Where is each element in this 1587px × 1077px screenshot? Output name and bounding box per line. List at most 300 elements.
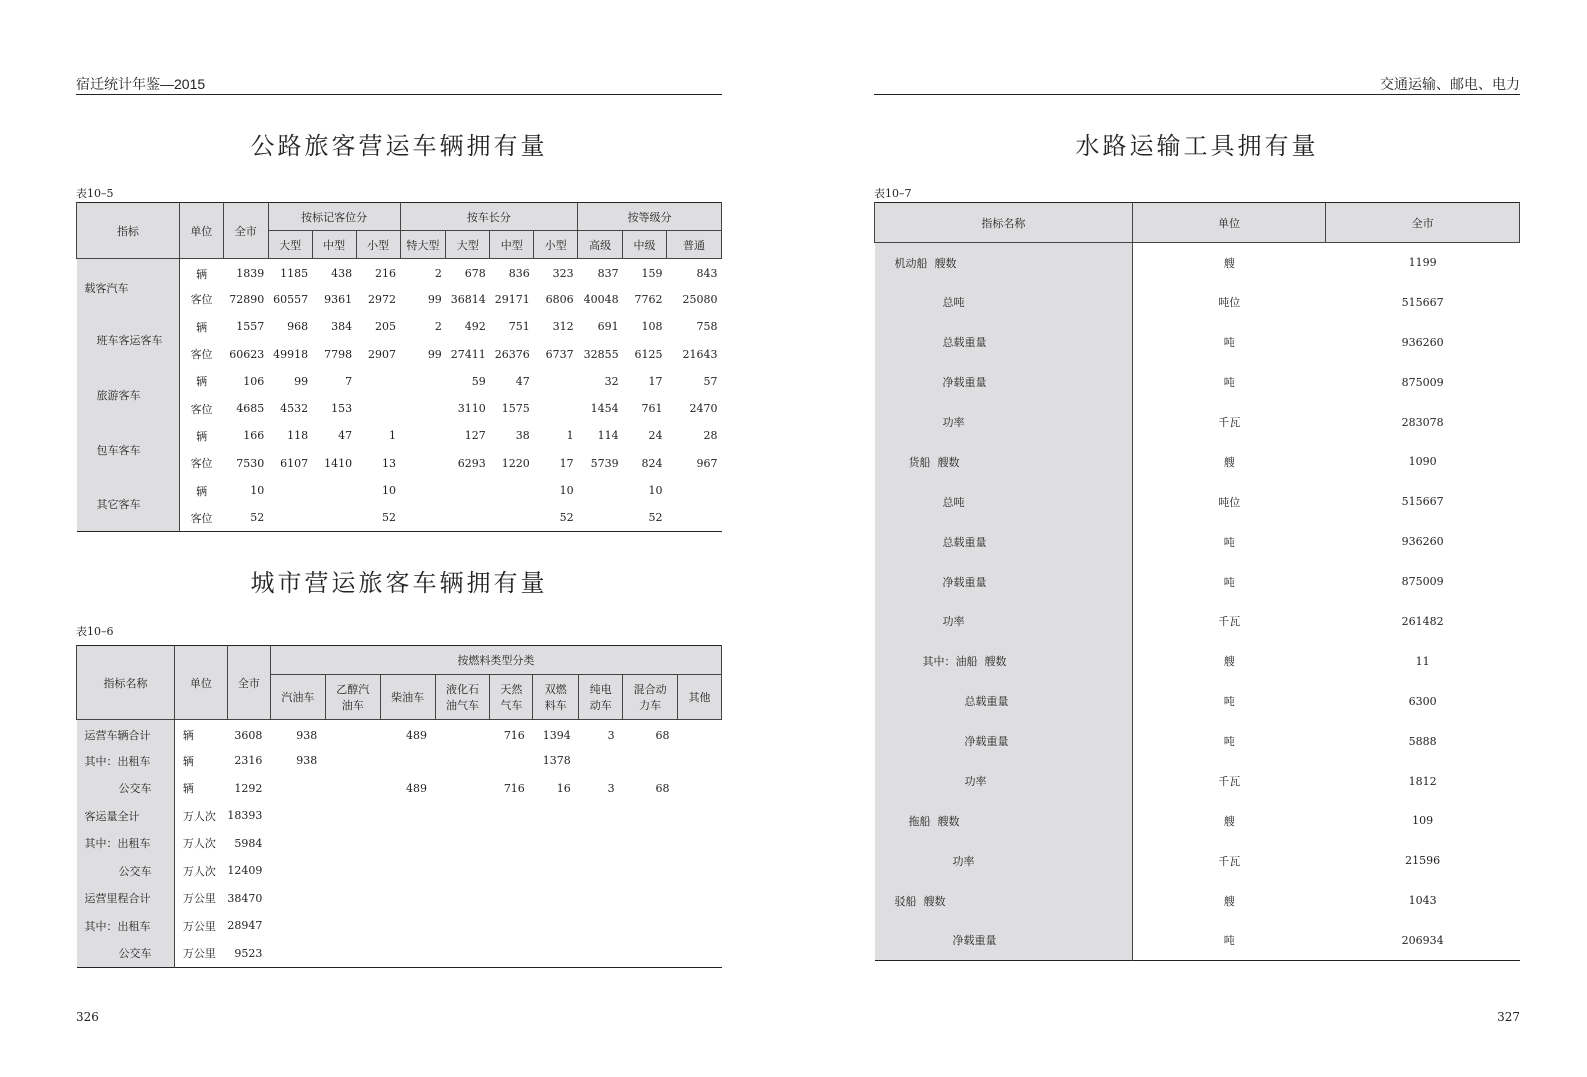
data-cell: 678 [464, 267, 486, 281]
value-cell: 515667 [1401, 495, 1444, 509]
data-cell: 108 [641, 320, 663, 334]
data-cell: 26376 [494, 347, 530, 361]
value-cell: 21596 [1405, 854, 1441, 868]
table-row [77, 775, 722, 803]
data-cell: 72890 [229, 292, 265, 306]
data-cell [270, 940, 325, 968]
data-cell [490, 940, 533, 968]
data-cell [325, 912, 380, 940]
table3-title: 水路运输工具拥有量 [1075, 132, 1319, 160]
row-label: 净载重量 [875, 921, 1133, 961]
data-cell: 52 [559, 511, 574, 525]
row-label: 其中：油船 艘数 [875, 641, 1133, 681]
data-cell: 16 [556, 781, 571, 795]
unit-cell: 吨 [1223, 735, 1235, 749]
value-cell: 261482 [1401, 614, 1444, 628]
table-row [875, 562, 1520, 602]
row-label: 总载重量 [875, 322, 1133, 362]
value-cell: 11 [1415, 654, 1430, 668]
row-label: 其中：出租车 [77, 747, 175, 775]
data-cell: 5739 [590, 456, 619, 470]
value-cell: 1812 [1408, 774, 1437, 788]
data-cell [380, 802, 435, 830]
data-cell [270, 830, 325, 858]
data-cell [400, 450, 446, 477]
header-group-fuel: 按燃料类型分类 [270, 646, 721, 675]
data-cell [678, 940, 722, 968]
unit-cell: 艘 [1223, 455, 1235, 469]
subheader-cell [623, 675, 678, 720]
row-label: 公交车 [77, 940, 175, 968]
data-cell [678, 747, 722, 775]
data-cell: 10 [559, 484, 574, 498]
table2-title: 城市营运旅客车辆拥有量 [250, 569, 548, 597]
data-cell [400, 395, 446, 422]
value-cell: 6300 [1408, 694, 1437, 708]
data-cell [380, 857, 435, 885]
data-cell [533, 830, 579, 858]
data-cell: 13 [382, 456, 396, 470]
table-row [77, 940, 722, 968]
table3-number: 表10–7 [874, 187, 912, 200]
data-cell [325, 830, 380, 858]
data-cell: 60623 [229, 347, 265, 361]
unit-cell: 辆 [196, 267, 208, 281]
unit-cell: 艘 [1223, 894, 1235, 908]
row-label: 其它客车 [77, 477, 180, 532]
table-row [875, 282, 1520, 322]
subheader-line: 乙醇汽 [336, 683, 370, 696]
header-total: 全市 [223, 203, 268, 259]
subheader-cell: 大型 [268, 231, 312, 259]
data-cell [268, 504, 312, 531]
data-cell: 6737 [545, 347, 574, 361]
data-cell: 7762 [634, 292, 663, 306]
table-row [875, 681, 1520, 721]
row-label: 总载重量 [875, 522, 1133, 562]
header-unit: 单位 [179, 203, 223, 259]
data-cell [490, 830, 533, 858]
data-cell: 1839 [236, 267, 265, 281]
data-cell: 4532 [280, 402, 309, 416]
table-row [875, 322, 1520, 362]
header-total: 全市 [227, 646, 270, 720]
data-cell [490, 747, 533, 775]
data-cell [533, 940, 579, 968]
data-cell: 2907 [368, 347, 396, 361]
data-cell [435, 775, 490, 803]
unit-cell: 客位 [190, 293, 213, 307]
data-cell: 4685 [236, 402, 265, 416]
data-cell [400, 477, 446, 504]
subheader-line: 其他 [688, 691, 711, 704]
data-cell [400, 368, 446, 395]
data-cell: 751 [508, 320, 530, 334]
table-row [77, 259, 722, 286]
data-cell: 3 [607, 728, 615, 742]
data-cell: 843 [696, 267, 718, 281]
subheader-cell [533, 675, 579, 720]
page-number-left: 326 [76, 1010, 99, 1024]
data-cell [490, 504, 534, 531]
subheader-line: 双燃 [544, 683, 567, 696]
data-cell [533, 912, 579, 940]
data-cell: 489 [406, 781, 428, 795]
data-cell: 52 [382, 511, 396, 525]
unit-cell: 吨 [1223, 575, 1235, 589]
unit-cell: 辆 [182, 782, 194, 796]
unit-cell: 吨 [1223, 695, 1235, 709]
data-cell: 9523 [234, 946, 263, 960]
data-cell [400, 504, 446, 531]
data-cell: 1292 [234, 781, 263, 795]
subheader-cell: 小型 [534, 231, 578, 259]
data-cell [579, 802, 623, 830]
data-cell [270, 885, 325, 913]
data-cell [435, 885, 490, 913]
subheader-line: 力车 [639, 699, 662, 712]
unit-cell: 万公里 [182, 892, 216, 906]
data-cell [533, 885, 579, 913]
data-cell [490, 802, 533, 830]
subheader-cell: 小型 [356, 231, 400, 259]
unit-cell: 吨位 [1218, 495, 1241, 509]
data-cell: 47 [338, 429, 353, 443]
data-cell: 438 [331, 267, 353, 281]
header-rule [874, 94, 1520, 95]
header-unit: 单位 [1132, 203, 1326, 243]
subheader-cell: 中型 [312, 231, 356, 259]
data-cell [490, 912, 533, 940]
data-cell: 216 [375, 267, 396, 281]
subheader-cell [325, 675, 380, 720]
value-cell: 1043 [1408, 894, 1437, 908]
subheader-line: 柴油车 [391, 691, 425, 704]
unit-cell: 万公里 [182, 947, 216, 960]
data-cell: 99 [294, 374, 309, 388]
data-cell: 7 [345, 374, 353, 388]
data-cell [678, 802, 722, 830]
table1-number: 表10–5 [76, 187, 114, 200]
subheader-line: 气车 [500, 699, 523, 712]
subheader-cell [678, 675, 722, 720]
unit-cell: 吨 [1223, 934, 1235, 948]
table-row [875, 841, 1520, 881]
data-cell [579, 857, 623, 885]
data-cell [667, 504, 722, 531]
data-cell: 2 [434, 320, 442, 334]
data-cell: 2316 [234, 754, 263, 768]
data-cell: 159 [641, 267, 663, 281]
data-cell [380, 940, 435, 968]
value-cell: 936260 [1401, 535, 1444, 549]
header-group-length: 按车长分 [400, 203, 578, 231]
data-cell [578, 504, 623, 531]
table-row [77, 857, 722, 885]
data-cell [623, 802, 678, 830]
subheader-cell [490, 675, 533, 720]
data-cell: 25080 [682, 292, 718, 306]
header-indicator-name: 指标名称 [875, 203, 1133, 243]
data-cell [356, 368, 400, 395]
data-cell: 492 [464, 320, 486, 334]
data-cell [435, 857, 490, 885]
unit-cell: 艘 [1223, 256, 1235, 270]
data-cell [325, 802, 380, 830]
header-group-grade: 按等级分 [578, 203, 722, 231]
unit-cell: 万人次 [182, 809, 216, 823]
data-cell [312, 504, 356, 531]
data-cell [623, 940, 678, 968]
subheader-line: 混合动 [633, 683, 667, 696]
subheader-cell [380, 675, 435, 720]
data-cell [623, 830, 678, 858]
data-cell: 3 [607, 781, 615, 795]
data-cell [446, 504, 490, 531]
row-label: 运营车辆合计 [77, 720, 175, 748]
row-label: 总吨 [875, 482, 1133, 522]
table-urban-passenger-vehicles [76, 645, 722, 968]
row-label: 班车客运客车 [77, 313, 180, 368]
data-cell [435, 747, 490, 775]
data-cell [534, 395, 578, 422]
data-cell: 127 [464, 429, 486, 443]
data-cell [435, 720, 490, 748]
data-cell: 106 [243, 374, 265, 388]
data-cell [533, 857, 579, 885]
data-cell [446, 477, 490, 504]
data-cell [380, 885, 435, 913]
data-cell [270, 775, 325, 803]
table-row [875, 881, 1520, 921]
running-head-right: 交通运输、邮电、电力 [1380, 76, 1520, 92]
data-cell [325, 747, 380, 775]
data-cell: 691 [597, 320, 619, 334]
data-cell: 57 [703, 374, 718, 388]
subheader-cell [435, 675, 490, 720]
data-cell [325, 940, 380, 968]
subheader-cell [270, 675, 325, 720]
subheader-line: 油车 [341, 699, 364, 712]
table-row [875, 921, 1520, 961]
subheader-line: 液化石 [445, 683, 479, 696]
data-cell: 60557 [273, 292, 309, 306]
subheader-line: 天然 [500, 683, 523, 696]
data-cell: 27411 [450, 347, 486, 361]
unit-cell: 客位 [190, 348, 213, 362]
data-cell [579, 912, 623, 940]
row-label: 公交车 [77, 775, 175, 803]
data-cell: 6125 [634, 347, 663, 361]
data-cell: 6107 [280, 456, 309, 470]
data-cell: 2972 [368, 292, 396, 306]
data-cell: 47 [515, 374, 530, 388]
data-cell: 938 [296, 728, 318, 742]
data-cell [623, 885, 678, 913]
unit-cell: 千瓦 [1218, 775, 1241, 789]
data-cell: 1185 [280, 267, 309, 281]
unit-cell: 千瓦 [1218, 854, 1241, 868]
data-cell: 323 [552, 267, 574, 281]
data-cell [380, 830, 435, 858]
data-cell: 10 [648, 484, 663, 498]
unit-cell: 辆 [182, 729, 194, 742]
table-row [77, 477, 722, 504]
data-cell: 17 [559, 456, 574, 470]
data-cell: 3608 [234, 728, 263, 742]
row-label: 其中：出租车 [77, 830, 175, 858]
subheader-cell [579, 675, 623, 720]
data-cell: 12409 [227, 864, 263, 878]
subheader-line: 动车 [589, 699, 612, 712]
data-cell [490, 477, 534, 504]
data-cell [435, 940, 490, 968]
table-row [875, 641, 1520, 681]
data-cell [270, 912, 325, 940]
data-cell [325, 775, 380, 803]
row-label: 总载重量 [875, 681, 1133, 721]
table-row [77, 912, 722, 940]
row-label: 功率 [875, 761, 1133, 801]
table-row [875, 442, 1520, 482]
data-cell [579, 940, 623, 968]
table-row [77, 747, 722, 775]
data-cell: 18393 [227, 809, 263, 823]
data-cell [623, 747, 678, 775]
subheader-line: 油气车 [445, 699, 479, 712]
data-cell: 153 [331, 402, 353, 416]
table-row [77, 830, 722, 858]
data-cell: 10 [382, 484, 396, 498]
unit-cell: 吨 [1223, 535, 1235, 549]
row-label: 净载重量 [875, 562, 1133, 602]
unit-cell: 艘 [1223, 814, 1235, 828]
data-cell: 1454 [590, 402, 619, 416]
subheader-line: 汽油车 [281, 691, 315, 704]
unit-cell: 辆 [196, 375, 208, 389]
data-cell: 3110 [457, 402, 486, 416]
table-row [77, 368, 722, 395]
data-cell: 24 [648, 429, 663, 443]
data-cell: 758 [696, 320, 718, 334]
data-cell: 2470 [689, 402, 718, 416]
data-cell: 38470 [227, 891, 263, 905]
data-cell: 68 [655, 781, 670, 795]
data-cell [435, 912, 490, 940]
data-cell: 17 [648, 374, 663, 388]
value-cell: 1090 [1408, 455, 1437, 469]
data-cell [578, 477, 623, 504]
subheader-line: 纯电 [589, 683, 612, 696]
row-label: 机动船 艘数 [875, 243, 1133, 283]
data-cell [270, 802, 325, 830]
data-cell: 40048 [583, 292, 619, 306]
data-cell: 52 [648, 511, 663, 525]
data-cell [579, 830, 623, 858]
unit-cell: 千瓦 [1218, 416, 1241, 429]
data-cell [678, 775, 722, 803]
unit-cell: 艘 [1223, 655, 1235, 669]
data-cell: 938 [296, 754, 318, 768]
table-row [77, 720, 722, 748]
data-cell [400, 422, 446, 449]
table1-title: 公路旅客营运车辆拥有量 [250, 132, 548, 160]
unit-cell: 辆 [196, 320, 208, 334]
table-row [875, 602, 1520, 642]
table-row [77, 313, 722, 340]
data-cell: 716 [503, 781, 525, 795]
header-group-seats: 按标记客位分 [268, 203, 400, 231]
value-cell: 206934 [1401, 933, 1444, 947]
unit-cell: 吨 [1223, 336, 1235, 350]
data-cell [270, 857, 325, 885]
data-cell: 489 [406, 728, 428, 742]
table-row [875, 761, 1520, 801]
data-cell: 28 [703, 429, 718, 443]
table-waterway-vessels [874, 202, 1520, 961]
data-cell [533, 802, 579, 830]
data-cell [312, 477, 356, 504]
unit-cell: 客位 [190, 511, 213, 525]
data-cell [623, 857, 678, 885]
header-indicator: 指标 [77, 203, 180, 259]
data-cell: 32 [604, 374, 619, 388]
unit-cell: 客位 [190, 457, 213, 471]
table2-number: 表10–6 [76, 625, 114, 638]
data-cell: 1557 [236, 320, 265, 334]
header-indicator-name: 指标名称 [77, 646, 175, 720]
data-cell [356, 395, 400, 422]
value-cell: 936260 [1401, 335, 1444, 349]
unit-cell: 辆 [182, 754, 194, 768]
subheader-cell: 特大型 [400, 231, 446, 259]
data-cell: 205 [375, 320, 396, 334]
data-cell: 716 [503, 728, 525, 742]
data-cell [268, 477, 312, 504]
value-cell: 515667 [1401, 295, 1444, 309]
data-cell: 52 [250, 511, 265, 525]
data-cell [579, 885, 623, 913]
data-cell: 1410 [324, 456, 353, 470]
data-cell: 36814 [450, 292, 486, 306]
data-cell: 7798 [324, 347, 353, 361]
data-cell [490, 885, 533, 913]
table-row [77, 885, 722, 913]
data-cell: 6293 [457, 456, 486, 470]
row-label: 其中：出租车 [77, 912, 175, 940]
unit-cell: 辆 [196, 429, 208, 443]
data-cell [623, 912, 678, 940]
row-label: 净载重量 [875, 721, 1133, 761]
subheader-cell: 中级 [623, 231, 667, 259]
data-cell [435, 830, 490, 858]
data-cell [678, 857, 722, 885]
row-label: 拖船 艘数 [875, 801, 1133, 841]
table-row [875, 402, 1520, 442]
data-cell: 1 [566, 429, 574, 443]
data-cell: 10 [250, 484, 265, 498]
data-cell: 166 [243, 429, 265, 443]
header-rule [76, 94, 722, 95]
data-cell: 1220 [501, 456, 530, 470]
data-cell [667, 477, 722, 504]
table-row [77, 802, 722, 830]
data-cell: 836 [508, 267, 530, 281]
unit-cell: 万人次 [182, 864, 216, 878]
subheader-cell: 大型 [446, 231, 490, 259]
data-cell [678, 885, 722, 913]
value-cell: 283078 [1401, 415, 1444, 429]
